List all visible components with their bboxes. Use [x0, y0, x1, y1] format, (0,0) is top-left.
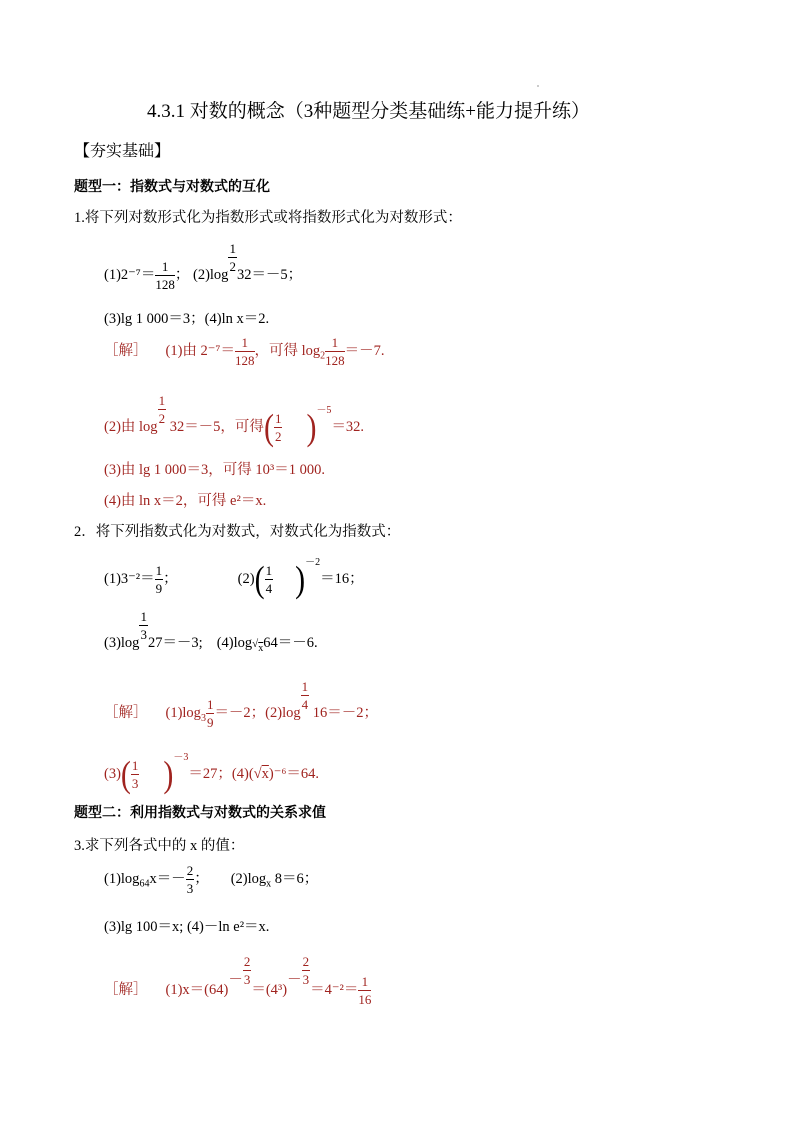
text: (1)log	[104, 870, 140, 887]
left-paren: (	[120, 753, 131, 795]
numerator: 1	[155, 563, 163, 579]
answer-1-line-2	[104, 393, 365, 448]
numerator: 1	[274, 411, 282, 427]
radicand: x	[261, 766, 269, 782]
numerator: 1	[325, 336, 345, 352]
q2-line-2	[104, 610, 318, 654]
denominator: 3	[243, 972, 251, 987]
answer-tag: ［解］	[104, 705, 148, 721]
answer-tag: ［解］	[104, 982, 148, 998]
text: 27＝－3;	[147, 635, 203, 651]
fraction	[358, 975, 371, 1006]
text: (2)log	[230, 870, 267, 887]
text: 64＝－6.	[263, 635, 318, 651]
text: ＝－2；(2)log	[214, 705, 301, 721]
text: 16＝－2；	[309, 705, 378, 721]
section-heading-2: 题型二：利用指数式与对数式的关系求值	[74, 805, 326, 821]
q3-line-1	[104, 864, 318, 895]
fraction	[301, 680, 310, 711]
page-title: 4.3.1 对数的概念（3种题型分类基础练+能力提升练）	[147, 101, 590, 122]
denominator: 4	[265, 581, 273, 597]
answer-3-line-1	[104, 955, 371, 1006]
fraction	[235, 336, 255, 367]
text: (1)log	[165, 705, 201, 721]
question-1-stem: 1.将下列对数形式化为指数形式或将指数形式化为对数形式：	[74, 210, 462, 226]
fraction	[158, 394, 167, 425]
text: (3)	[104, 766, 121, 782]
text: 32＝－5，可得	[166, 419, 264, 435]
text: ； (2)log	[174, 267, 229, 283]
numerator: 1	[358, 975, 371, 991]
text: x＝－	[149, 870, 186, 887]
numerator: 2	[302, 954, 310, 969]
text: ；	[163, 571, 178, 587]
text: (1)x＝(64)	[165, 982, 229, 998]
denominator: 128	[235, 353, 255, 368]
denominator: 4	[301, 697, 309, 712]
answer-2-line-1	[104, 680, 378, 729]
fraction	[325, 336, 345, 367]
left-paren: (	[263, 406, 274, 448]
text: (2)由 log	[104, 419, 158, 435]
q1-line-1	[104, 242, 302, 291]
text: (1)3⁻²＝	[104, 571, 155, 587]
fraction	[302, 955, 311, 986]
text: ＝－7.	[344, 342, 385, 359]
subscript: 3	[200, 712, 206, 724]
numerator: 1	[155, 260, 175, 276]
denominator: 3	[302, 972, 310, 987]
exponent: －2	[305, 557, 321, 568]
fraction	[155, 260, 175, 291]
answer-1-line-1	[104, 336, 385, 367]
text: (3)log	[104, 635, 140, 651]
text: (1)2⁻⁷＝	[104, 267, 156, 283]
section-heading-1: 题型一：指数式与对数式的互化	[74, 179, 270, 195]
subscript: x	[266, 878, 272, 890]
right-paren: )	[306, 406, 317, 448]
right-paren: )	[163, 753, 174, 795]
left-paren: (	[254, 558, 265, 600]
numerator: 1	[158, 393, 166, 408]
question-3-stem: 3.求下列各式中的 x 的值：	[74, 838, 245, 854]
answer-1-line-3: (3)由 lg 1 000＝3，可得 10³＝1 000.	[104, 462, 326, 478]
numerator: 1	[206, 697, 214, 713]
text: ＝4⁻²＝	[310, 982, 359, 998]
text: ；	[194, 870, 209, 887]
radicand: x	[258, 642, 264, 654]
minus-sign: －	[287, 972, 302, 988]
answer-tag: ［解］	[104, 342, 148, 359]
text: ＝(4³)	[251, 982, 288, 998]
text: (1)由 2⁻⁷＝	[165, 342, 235, 359]
fraction	[265, 564, 274, 595]
denominator: 9	[155, 581, 163, 597]
denominator: 2	[229, 259, 236, 274]
question-2-stem: 2．将下列指数式化为对数式，对数式化为指数式：	[74, 524, 401, 540]
fraction	[186, 864, 195, 895]
text: 32＝－5；	[236, 267, 303, 283]
q1-line-2: (3)lg 1 000＝3；(4)ln x＝2.	[104, 311, 270, 327]
text: ＝16；	[320, 571, 364, 587]
text: )⁻⁶＝64.	[268, 766, 320, 782]
right-paren: )	[295, 558, 306, 600]
q2-line-1	[104, 553, 364, 600]
text: 8＝6；	[271, 870, 319, 887]
fraction	[139, 610, 148, 641]
answer-2-line-2	[104, 748, 320, 795]
text: ，可得 log	[254, 342, 321, 359]
numerator: 1	[140, 609, 147, 624]
fraction	[131, 759, 140, 790]
sqrt-sign: √	[253, 766, 262, 782]
numerator: 1	[301, 679, 309, 694]
text: (2)	[237, 571, 255, 587]
denominator: 16	[358, 992, 372, 1008]
exponent: －5	[316, 405, 332, 416]
denominator: 2	[158, 411, 166, 426]
fraction	[228, 242, 237, 273]
fraction	[155, 564, 164, 595]
text: (4)log	[216, 635, 253, 651]
exponent: －3	[173, 752, 189, 763]
answer-1-line-4: (4)由 ln x＝2，可得 e²＝x.	[104, 493, 267, 509]
denominator: 3	[140, 627, 147, 642]
denominator: 2	[274, 429, 282, 445]
numerator: 1	[265, 563, 273, 579]
subscript: 64	[139, 878, 150, 890]
minus-sign: －	[228, 972, 243, 988]
numerator: 2	[243, 954, 251, 969]
sqrt-sign: √	[252, 638, 259, 650]
q3-line-2: (3)lg 100＝x; (4)－ln e²＝x.	[104, 919, 270, 935]
denominator: 3	[186, 881, 194, 896]
denominator: 3	[131, 776, 139, 792]
denominator: 128	[325, 353, 345, 368]
subscript: 2	[320, 350, 326, 362]
speck	[537, 85, 539, 87]
numerator: 1	[235, 336, 255, 352]
denominator: 128	[155, 277, 175, 293]
section-badge: 【夯实基础】	[74, 143, 171, 160]
numerator: 2	[186, 863, 194, 878]
numerator: 1	[229, 241, 236, 256]
text: ＝32.	[331, 419, 365, 435]
denominator: 9	[206, 715, 214, 731]
fraction	[274, 412, 283, 443]
text: ＝27；(4)(	[188, 766, 254, 782]
numerator: 1	[131, 758, 139, 774]
